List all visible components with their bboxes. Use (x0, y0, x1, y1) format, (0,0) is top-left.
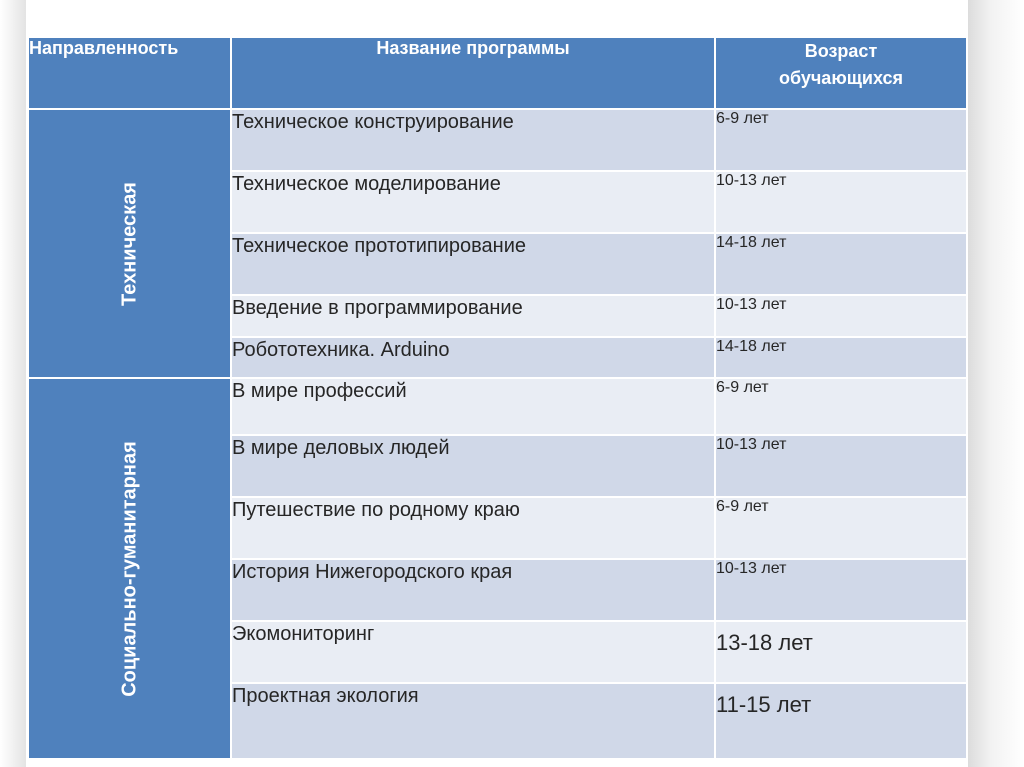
program-name-cell: Введение в программирование (231, 295, 715, 337)
program-name-cell: Техническое прототипирование (231, 233, 715, 295)
category-social-humanitarian (28, 378, 231, 759)
program-name-cell: Робототехника. Arduino (231, 337, 715, 378)
header-age-line2: обучающихся (778, 68, 904, 88)
program-name-cell: Техническое моделирование (231, 171, 715, 233)
age-cell: 6-9 лет (715, 109, 967, 171)
table-row (28, 109, 967, 171)
age-cell: 11-15 лет (715, 683, 967, 759)
category-social-humanitarian-label: Социально-гуманитарная (118, 440, 140, 697)
age-cell: 10-13 лет (715, 171, 967, 233)
category-technical (28, 109, 231, 378)
age-cell: 13-18 лет (715, 621, 967, 683)
page-shadow-right (968, 0, 1024, 767)
program-name-cell: Путешествие по родному краю (231, 497, 715, 559)
program-table (27, 36, 968, 760)
age-cell: 14-18 лет (715, 233, 967, 295)
age-cell: 10-13 лет (715, 295, 967, 337)
header-program-name: Название программы (231, 37, 715, 109)
age-cell: 10-13 лет (715, 435, 967, 497)
program-name-cell: История Нижегородского края (231, 559, 715, 621)
program-name-cell: В мире профессий (231, 378, 715, 435)
header-age-line1: Возраст (804, 41, 878, 61)
category-technical-label: Техническая (118, 181, 140, 306)
header-direction: Направленность (28, 37, 231, 109)
page-shadow-left (0, 0, 26, 767)
age-cell: 10-13 лет (715, 559, 967, 621)
table-header-row (28, 37, 967, 109)
program-name-cell: В мире деловых людей (231, 435, 715, 497)
program-name-cell: Экомониторинг (231, 621, 715, 683)
age-cell: 6-9 лет (715, 497, 967, 559)
table-row (28, 378, 967, 435)
header-age (715, 37, 967, 109)
program-name-cell: Проектная экология (231, 683, 715, 759)
age-cell: 6-9 лет (715, 378, 967, 435)
age-cell: 14-18 лет (715, 337, 967, 378)
program-name-cell: Техническое конструирование (231, 109, 715, 171)
